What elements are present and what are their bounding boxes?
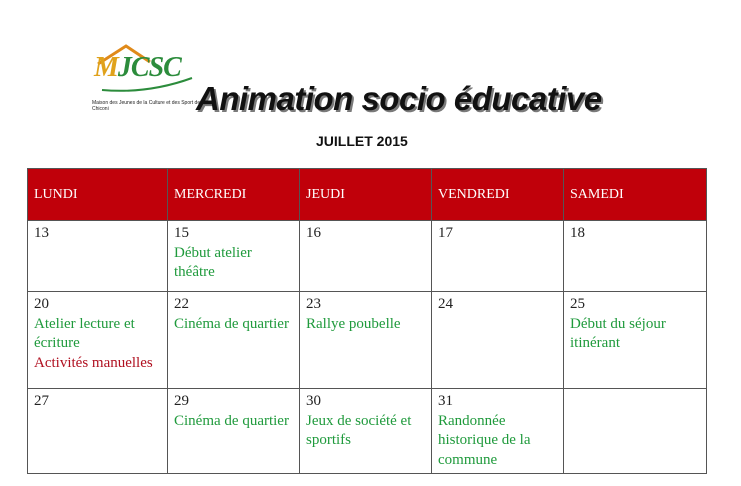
- event-label: Atelier lecture et écriture: [34, 315, 135, 351]
- calendar-cell: [28, 292, 168, 389]
- day-number: 20: [34, 296, 49, 312]
- event-label: Randonnée historique de la commune: [438, 412, 531, 468]
- logo-letter-s: S: [148, 52, 164, 83]
- day-number: 25: [570, 296, 585, 312]
- calendar-cell: [300, 221, 432, 292]
- event-label: Début atelier théâtre: [174, 244, 252, 280]
- event-label: Début du séjour itinérant: [570, 315, 666, 351]
- day-number: 30: [306, 393, 321, 409]
- logo-caption: Maison des Jeunes de la Culture et des Sport de Chiconi: [92, 100, 201, 112]
- logo-letter-m: M: [94, 52, 118, 83]
- header-jeudi: JEUDI: [300, 169, 432, 221]
- day-number: 15: [174, 225, 189, 241]
- calendar-cell: [28, 389, 168, 474]
- logo-letter-j: J: [117, 52, 131, 83]
- day-number: 18: [570, 225, 585, 241]
- header-vendredi: VENDREDI: [432, 169, 564, 221]
- header-mercredi: MERCREDI: [168, 169, 300, 221]
- calendar-cell: [28, 221, 168, 292]
- calendar-table: [27, 168, 707, 474]
- calendar-cell: [564, 221, 707, 292]
- logo-letters: [94, 52, 181, 84]
- day-number: 24: [438, 296, 453, 312]
- calendar-week-row: [28, 292, 707, 389]
- calendar-cell: [564, 292, 707, 389]
- calendar-cell: [168, 292, 300, 389]
- day-number: 13: [34, 225, 49, 241]
- event-label: Cinéma de quartier: [174, 315, 289, 332]
- calendar-cell: [564, 389, 707, 474]
- calendar-cell: [300, 389, 432, 474]
- mjcsc-logo: [88, 42, 201, 120]
- calendar-cell: [432, 221, 564, 292]
- day-number: 31: [438, 393, 453, 409]
- day-number: 17: [438, 225, 453, 241]
- day-number: 16: [306, 225, 321, 241]
- logo-letter-c2: C: [163, 52, 181, 83]
- day-number: 29: [174, 393, 189, 409]
- calendar-cell: [168, 389, 300, 474]
- event-label: Cinéma de quartier: [174, 412, 289, 429]
- calendar-cell: [300, 292, 432, 389]
- calendar-header-row: [28, 169, 707, 221]
- logo-letter-c: C: [130, 52, 149, 83]
- event-label: Activités manuelles: [34, 354, 153, 371]
- day-number: 27: [34, 393, 49, 409]
- page-title: Animation socio éducative: [196, 80, 602, 117]
- calendar-week-row: [28, 389, 707, 474]
- event-label: Jeux de société et sportifs: [306, 412, 412, 448]
- event-label: Rallye poubelle: [306, 315, 401, 332]
- calendar-cell: [168, 221, 300, 292]
- day-number: 23: [306, 296, 321, 312]
- day-number: 22: [174, 296, 189, 312]
- header-samedi: SAMEDI: [564, 169, 707, 221]
- month-label: JUILLET 2015: [316, 133, 408, 149]
- calendar-cell: [432, 292, 564, 389]
- header-lundi: LUNDI: [28, 169, 168, 221]
- calendar-cell: [432, 389, 564, 474]
- calendar-week-row: [28, 221, 707, 292]
